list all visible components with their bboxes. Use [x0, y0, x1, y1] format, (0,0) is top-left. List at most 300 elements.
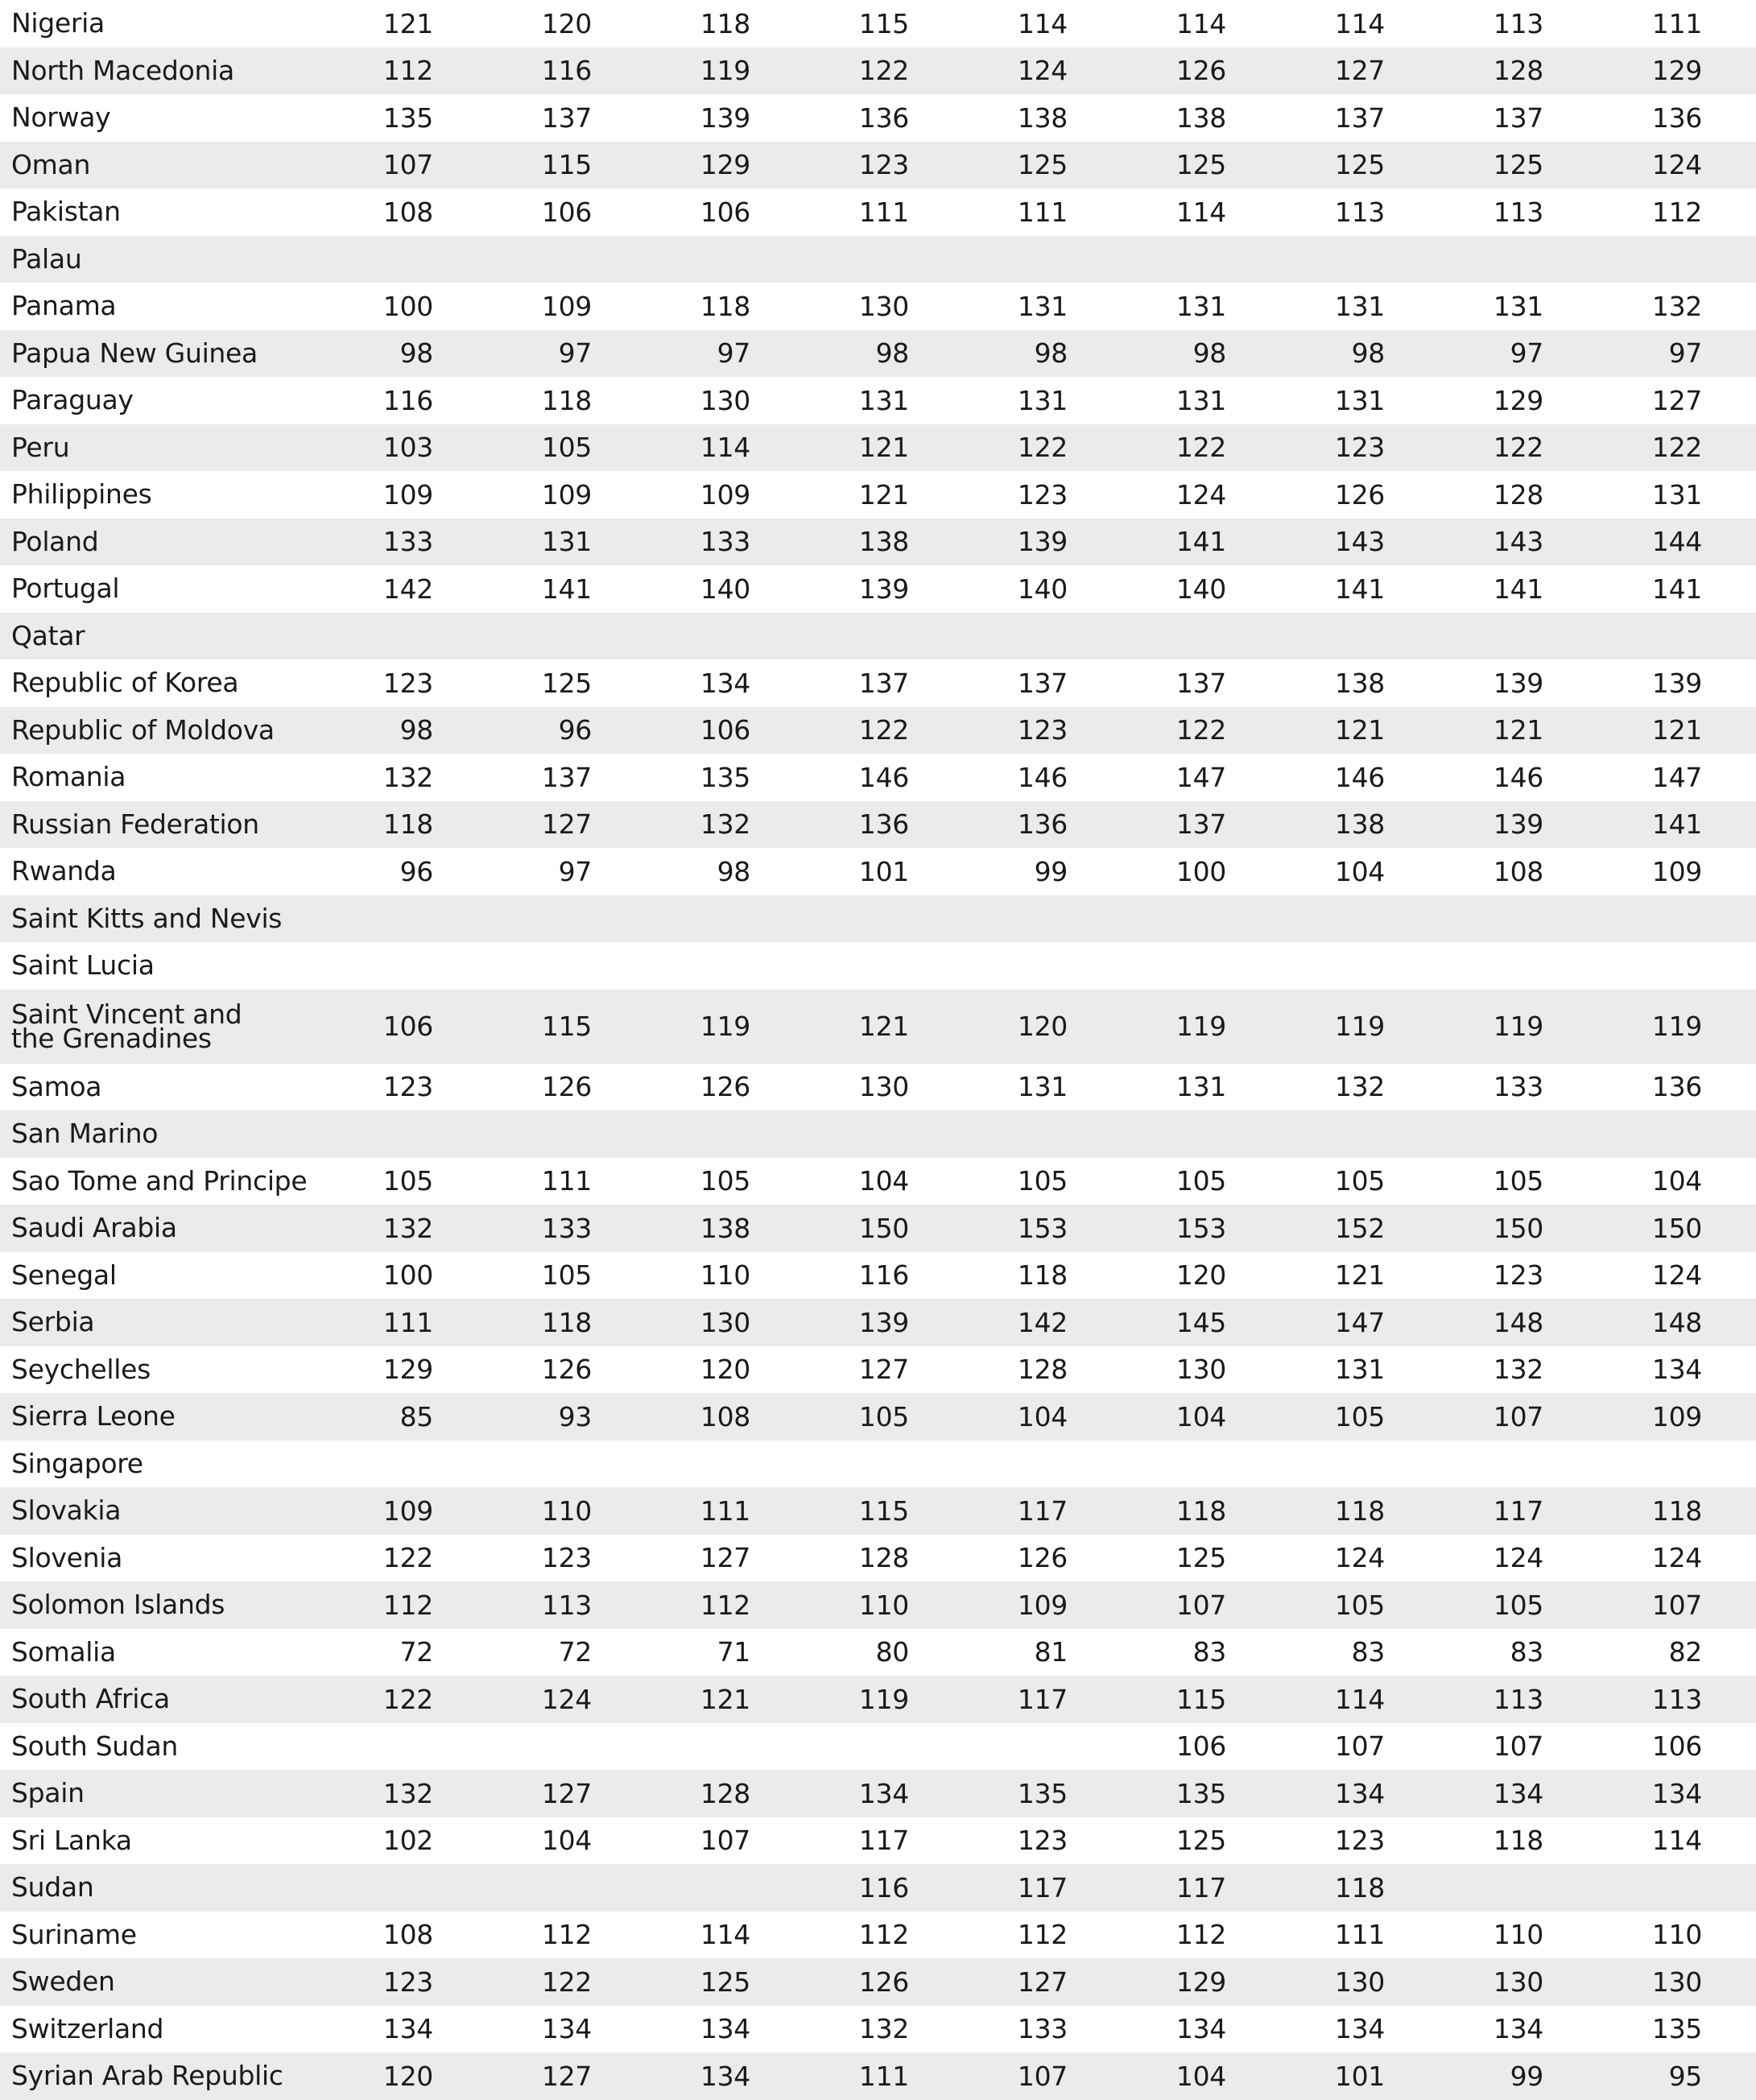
- country-name: San Marino: [11, 1118, 159, 1150]
- value-cell: 123: [1493, 1259, 1543, 1292]
- value-cell: 122: [382, 1683, 433, 1715]
- table-row: [0, 565, 1756, 613]
- value-cell: 139: [1493, 808, 1543, 841]
- table-row: [0, 613, 1756, 660]
- value-cell: 147: [1651, 761, 1702, 793]
- table-row: [0, 1393, 1756, 1441]
- value-cell: 150: [858, 1212, 909, 1244]
- table-row: [0, 1629, 1756, 1676]
- value-cell: 118: [1493, 1825, 1543, 1857]
- table-row: [0, 48, 1756, 95]
- value-cell: 122: [541, 1966, 592, 1998]
- value-cell: 117: [1017, 1683, 1068, 1715]
- value-cell: 126: [1175, 55, 1226, 87]
- value-cell: [638, 942, 750, 990]
- country-name-cell: [11, 990, 366, 1064]
- value-cell: 124: [1651, 149, 1702, 181]
- value-cell: 125: [1017, 149, 1068, 181]
- value-cell: 97: [1510, 337, 1543, 370]
- value-cell: 142: [1017, 1306, 1068, 1338]
- value-cell: [320, 613, 433, 660]
- value-cell: 137: [541, 101, 592, 134]
- value-cell: [796, 895, 909, 943]
- value-cell: 129: [1493, 384, 1543, 416]
- value-cell: 124: [1493, 1542, 1543, 1574]
- value-cell: 134: [382, 2013, 433, 2045]
- value-cell: 114: [1651, 1825, 1702, 1857]
- value-cell: [320, 236, 433, 283]
- value-cell: 127: [541, 808, 592, 841]
- value-cell: 133: [541, 1212, 592, 1244]
- value-cell: 153: [1175, 1212, 1226, 1244]
- country-name-cell: [11, 188, 366, 236]
- value-cell: 121: [700, 1683, 750, 1715]
- table-row: [0, 848, 1756, 895]
- value-cell: 137: [541, 761, 592, 793]
- country-name: Saint Kitts and Nevis: [11, 902, 283, 934]
- value-cell: 110: [700, 1259, 750, 1292]
- value-cell: 125: [1175, 1825, 1226, 1857]
- value-cell: 137: [858, 667, 909, 699]
- value-cell: 99: [1510, 2060, 1543, 2092]
- value-cell: [638, 1441, 750, 1488]
- value-cell: [1272, 1441, 1385, 1488]
- value-cell: 93: [558, 1400, 592, 1432]
- table-row: [0, 990, 1756, 1064]
- value-cell: 107: [1334, 1730, 1385, 1763]
- value-cell: 119: [1175, 1011, 1226, 1042]
- value-cell: [638, 1723, 750, 1771]
- value-cell: 126: [1334, 478, 1385, 511]
- value-cell: 109: [541, 290, 592, 322]
- value-cell: 105: [858, 1400, 909, 1432]
- country-name: Papua New Guinea: [11, 337, 258, 369]
- value-cell: 97: [558, 855, 592, 887]
- value-cell: 112: [1651, 196, 1702, 228]
- table-row: [0, 330, 1756, 378]
- country-name: Romania: [11, 761, 126, 793]
- country-name-cell: [11, 1158, 366, 1205]
- value-cell: 107: [1017, 2060, 1068, 2092]
- value-cell: [320, 1864, 433, 1912]
- country-name-cell: [11, 1581, 366, 1629]
- value-cell: 104: [1334, 855, 1385, 887]
- value-cell: 128: [1017, 1354, 1068, 1386]
- value-cell: 150: [1493, 1212, 1543, 1244]
- table-row: [0, 1158, 1756, 1205]
- value-cell: [796, 1441, 909, 1488]
- country-name: Switzerland: [11, 2012, 164, 2044]
- value-cell: 115: [541, 149, 592, 181]
- value-cell: 117: [1017, 1871, 1068, 1904]
- value-cell: 133: [700, 526, 750, 558]
- value-cell: 141: [1651, 573, 1702, 605]
- country-name: Saudi Arabia: [11, 1212, 177, 1244]
- value-cell: 134: [858, 1777, 909, 1809]
- country-name: Sri Lanka: [11, 1824, 132, 1856]
- value-cell: 130: [858, 1071, 909, 1103]
- value-cell: 116: [382, 384, 433, 416]
- value-cell: 123: [858, 149, 909, 181]
- value-cell: 126: [541, 1354, 592, 1386]
- country-name-cell: [11, 848, 366, 895]
- value-cell: 100: [382, 290, 433, 322]
- table-row: [0, 1487, 1756, 1535]
- country-name-cell: [11, 1817, 366, 1865]
- country-name-cell: [11, 142, 366, 189]
- value-cell: 134: [700, 2013, 750, 2045]
- value-cell: 125: [1175, 1542, 1226, 1574]
- value-cell: 138: [1334, 808, 1385, 841]
- value-cell: 137: [1175, 667, 1226, 699]
- value-cell: 133: [1017, 2013, 1068, 2045]
- value-cell: 134: [541, 2013, 592, 2045]
- value-cell: 113: [1334, 196, 1385, 228]
- value-cell: 111: [1651, 7, 1702, 39]
- value-cell: 117: [1017, 1494, 1068, 1527]
- value-cell: 123: [382, 667, 433, 699]
- table-row: [0, 1817, 1756, 1865]
- country-name: Poland: [11, 525, 99, 557]
- table-row: [0, 424, 1756, 472]
- value-cell: [638, 895, 750, 943]
- value-cell: 106: [700, 714, 750, 746]
- value-cell: 115: [858, 1494, 909, 1527]
- country-name: Syrian Arab Republic: [11, 2060, 283, 2092]
- value-cell: 134: [1493, 1777, 1543, 1809]
- table-row: [0, 1864, 1756, 1912]
- value-cell: 71: [717, 1636, 750, 1668]
- value-cell: [955, 613, 1068, 660]
- value-cell: 136: [858, 808, 909, 841]
- value-cell: 129: [700, 149, 750, 181]
- value-cell: 135: [1651, 2013, 1702, 2045]
- value-cell: 137: [1017, 667, 1068, 699]
- value-cell: [1272, 613, 1385, 660]
- value-cell: [638, 1864, 750, 1912]
- country-name-cell: [11, 895, 366, 943]
- value-cell: 100: [1175, 855, 1226, 887]
- value-cell: 107: [1493, 1400, 1543, 1432]
- country-name: Spain: [11, 1777, 85, 1809]
- value-cell: 110: [1651, 1919, 1702, 1951]
- country-name: Slovenia: [11, 1541, 123, 1573]
- value-cell: 125: [1334, 149, 1385, 181]
- value-cell: 121: [1493, 714, 1543, 746]
- value-cell: 128: [858, 1542, 909, 1574]
- value-cell: 141: [541, 573, 592, 605]
- country-name-cell: [11, 1393, 366, 1441]
- value-cell: 110: [858, 1589, 909, 1621]
- value-cell: 83: [1510, 1636, 1543, 1668]
- value-cell: [638, 236, 750, 283]
- value-cell: 134: [700, 2060, 750, 2092]
- value-cell: 105: [382, 1165, 433, 1197]
- country-name-cell: [11, 1629, 366, 1676]
- value-cell: 123: [382, 1966, 433, 1998]
- value-cell: 128: [1493, 55, 1543, 87]
- value-cell: 106: [1175, 1730, 1226, 1763]
- value-cell: [1589, 236, 1702, 283]
- value-cell: 109: [541, 478, 592, 511]
- value-cell: 115: [858, 7, 909, 39]
- value-cell: 104: [1017, 1400, 1068, 1432]
- value-cell: 141: [1175, 526, 1226, 558]
- value-cell: [320, 1723, 433, 1771]
- value-cell: 111: [700, 1494, 750, 1527]
- value-cell: 123: [1017, 1825, 1068, 1857]
- value-cell: [1272, 236, 1385, 283]
- value-cell: 99: [1034, 855, 1068, 887]
- value-cell: [320, 1441, 433, 1488]
- table-row: [0, 1346, 1756, 1394]
- value-cell: 105: [541, 1259, 592, 1292]
- value-cell: 119: [700, 55, 750, 87]
- country-name-cell: [11, 1958, 366, 2006]
- value-cell: [1589, 1864, 1702, 1912]
- value-cell: 135: [1017, 1777, 1068, 1809]
- value-cell: 107: [1493, 1730, 1543, 1763]
- value-cell: 112: [382, 55, 433, 87]
- value-cell: 135: [382, 101, 433, 134]
- value-cell: 127: [1334, 55, 1385, 87]
- value-cell: 124: [1651, 1259, 1702, 1292]
- country-name: Portugal: [11, 573, 120, 605]
- country-name: Sao Tome and Principe: [11, 1164, 308, 1197]
- table-row: [0, 2052, 1756, 2100]
- value-cell: 81: [1034, 1636, 1068, 1668]
- country-name-cell: [11, 1487, 366, 1535]
- value-cell: [479, 1723, 592, 1771]
- value-cell: 138: [700, 1212, 750, 1244]
- value-cell: 127: [700, 1542, 750, 1574]
- country-name: Serbia: [11, 1306, 95, 1338]
- value-cell: 103: [382, 432, 433, 464]
- value-cell: 106: [382, 1011, 433, 1042]
- country-name: Suriname: [11, 1918, 137, 1950]
- value-cell: 97: [558, 337, 592, 370]
- value-cell: 131: [1017, 290, 1068, 322]
- country-name-cell: [11, 659, 366, 707]
- value-cell: 132: [700, 808, 750, 841]
- table-row: [0, 1441, 1756, 1488]
- value-cell: 134: [1493, 2013, 1543, 2045]
- value-cell: 147: [1334, 1306, 1385, 1338]
- value-cell: [638, 1110, 750, 1158]
- country-name-cell: [11, 942, 366, 990]
- value-cell: [479, 1110, 592, 1158]
- value-cell: 120: [1175, 1259, 1226, 1292]
- value-cell: 105: [541, 432, 592, 464]
- value-cell: 141: [1651, 808, 1702, 841]
- value-cell: 132: [382, 1212, 433, 1244]
- country-name: Somalia: [11, 1635, 116, 1668]
- value-cell: 125: [1493, 149, 1543, 181]
- value-cell: 126: [541, 1071, 592, 1103]
- value-cell: 105: [1493, 1589, 1543, 1621]
- value-cell: 114: [1175, 196, 1226, 228]
- value-cell: 121: [858, 1011, 909, 1042]
- value-cell: 119: [1334, 1011, 1385, 1042]
- value-cell: 128: [700, 1777, 750, 1809]
- country-name: Rwanda: [11, 855, 117, 887]
- country-name-cell: [11, 801, 366, 849]
- table-row: [0, 659, 1756, 707]
- country-name: South Sudan: [11, 1730, 179, 1762]
- table-row: [0, 754, 1756, 801]
- value-cell: 126: [858, 1966, 909, 1998]
- value-cell: 106: [700, 196, 750, 228]
- value-cell: 109: [700, 478, 750, 511]
- value-cell: 116: [858, 1871, 909, 1904]
- country-name: Pakistan: [11, 196, 121, 228]
- country-name-cell: [11, 1252, 366, 1300]
- value-cell: 108: [382, 196, 433, 228]
- value-cell: 109: [382, 1494, 433, 1527]
- value-cell: 98: [399, 337, 433, 370]
- value-cell: 108: [700, 1400, 750, 1432]
- value-cell: 131: [1651, 478, 1702, 511]
- country-name-cell: [11, 48, 366, 95]
- value-cell: 118: [1334, 1871, 1385, 1904]
- value-cell: 118: [700, 290, 750, 322]
- value-cell: 131: [1334, 290, 1385, 322]
- value-cell: 72: [558, 1636, 592, 1668]
- value-cell: 106: [1651, 1730, 1702, 1763]
- country-name-cell: [11, 1205, 366, 1252]
- value-cell: [1431, 236, 1543, 283]
- value-cell: 104: [1175, 2060, 1226, 2092]
- country-name-cell: [11, 613, 366, 660]
- value-cell: 134: [700, 667, 750, 699]
- value-cell: [320, 942, 433, 990]
- value-cell: 115: [1175, 1683, 1226, 1715]
- value-cell: 139: [858, 573, 909, 605]
- value-cell: 137: [1175, 808, 1226, 841]
- value-cell: 131: [1175, 1071, 1226, 1103]
- value-cell: 130: [700, 384, 750, 416]
- value-cell: [1431, 895, 1543, 943]
- value-cell: 120: [382, 2060, 433, 2092]
- value-cell: 118: [700, 7, 750, 39]
- table-row: [0, 895, 1756, 943]
- value-cell: 108: [1493, 855, 1543, 887]
- value-cell: [955, 1723, 1068, 1771]
- value-cell: 126: [700, 1071, 750, 1103]
- country-name-cell: [11, 565, 366, 613]
- value-cell: [1431, 613, 1543, 660]
- value-cell: 122: [858, 714, 909, 746]
- value-cell: 101: [858, 855, 909, 887]
- value-cell: 122: [1175, 714, 1226, 746]
- country-name: Peru: [11, 431, 70, 463]
- value-cell: 114: [1334, 7, 1385, 39]
- value-cell: 139: [700, 101, 750, 134]
- value-cell: 110: [541, 1494, 592, 1527]
- country-name: Senegal: [11, 1259, 117, 1291]
- value-cell: [796, 942, 909, 990]
- value-cell: 134: [1334, 1777, 1385, 1809]
- value-cell: [1589, 613, 1702, 660]
- value-cell: 112: [541, 1919, 592, 1951]
- value-cell: 133: [1493, 1071, 1543, 1103]
- value-cell: 121: [858, 478, 909, 511]
- value-cell: 127: [858, 1354, 909, 1386]
- country-name: Saint Lucia: [11, 949, 155, 982]
- country-name: Samoa: [11, 1070, 102, 1102]
- value-cell: 108: [382, 1919, 433, 1951]
- value-cell: 122: [858, 55, 909, 87]
- value-cell: 122: [1017, 432, 1068, 464]
- value-cell: 113: [1651, 1683, 1702, 1715]
- value-cell: 141: [1493, 573, 1543, 605]
- value-cell: 122: [1175, 432, 1226, 464]
- value-cell: 105: [1334, 1400, 1385, 1432]
- table-row: [0, 283, 1756, 330]
- country-name-cell: [11, 1723, 366, 1771]
- value-cell: [1114, 236, 1226, 283]
- value-cell: 85: [399, 1400, 433, 1432]
- value-cell: 111: [858, 196, 909, 228]
- country-name-cell: [11, 1441, 366, 1488]
- table-row: [0, 801, 1756, 849]
- value-cell: 140: [1017, 573, 1068, 605]
- value-cell: 100: [382, 1259, 433, 1292]
- value-cell: 98: [717, 855, 750, 887]
- value-cell: 105: [1334, 1165, 1385, 1197]
- country-name-cell: [11, 0, 366, 48]
- value-cell: 116: [541, 55, 592, 87]
- value-cell: 104: [541, 1825, 592, 1857]
- value-cell: [479, 613, 592, 660]
- value-cell: 130: [1651, 1966, 1702, 1998]
- value-cell: [479, 1441, 592, 1488]
- value-cell: 113: [1493, 196, 1543, 228]
- value-cell: 150: [1651, 1212, 1702, 1244]
- value-cell: [796, 1723, 909, 1771]
- value-cell: 114: [1175, 7, 1226, 39]
- table-row: [0, 1770, 1756, 1817]
- country-name: Norway: [11, 101, 111, 134]
- value-cell: [1114, 1441, 1226, 1488]
- value-cell: [1589, 895, 1702, 943]
- value-cell: 125: [700, 1966, 750, 1998]
- table-row: [0, 188, 1756, 236]
- value-cell: 109: [1017, 1589, 1068, 1621]
- value-cell: [955, 895, 1068, 943]
- value-cell: 132: [858, 2013, 909, 2045]
- value-cell: 118: [541, 384, 592, 416]
- country-name: Palau: [11, 242, 82, 275]
- country-name-cell: [11, 1535, 366, 1582]
- value-cell: [638, 613, 750, 660]
- value-cell: 121: [858, 432, 909, 464]
- value-cell: 122: [1493, 432, 1543, 464]
- value-cell: 124: [1651, 1542, 1702, 1574]
- country-name-cell: [11, 1110, 366, 1158]
- country-name-cell: [11, 94, 366, 142]
- value-cell: 138: [1175, 101, 1226, 134]
- value-cell: 98: [399, 714, 433, 746]
- value-cell: 115: [541, 1011, 592, 1042]
- value-cell: 97: [1668, 337, 1702, 370]
- country-name-cell: [11, 330, 366, 378]
- value-cell: 131: [1017, 1071, 1068, 1103]
- value-cell: 123: [1334, 1825, 1385, 1857]
- value-cell: [955, 236, 1068, 283]
- table-row: [0, 0, 1756, 48]
- value-cell: 140: [1175, 573, 1226, 605]
